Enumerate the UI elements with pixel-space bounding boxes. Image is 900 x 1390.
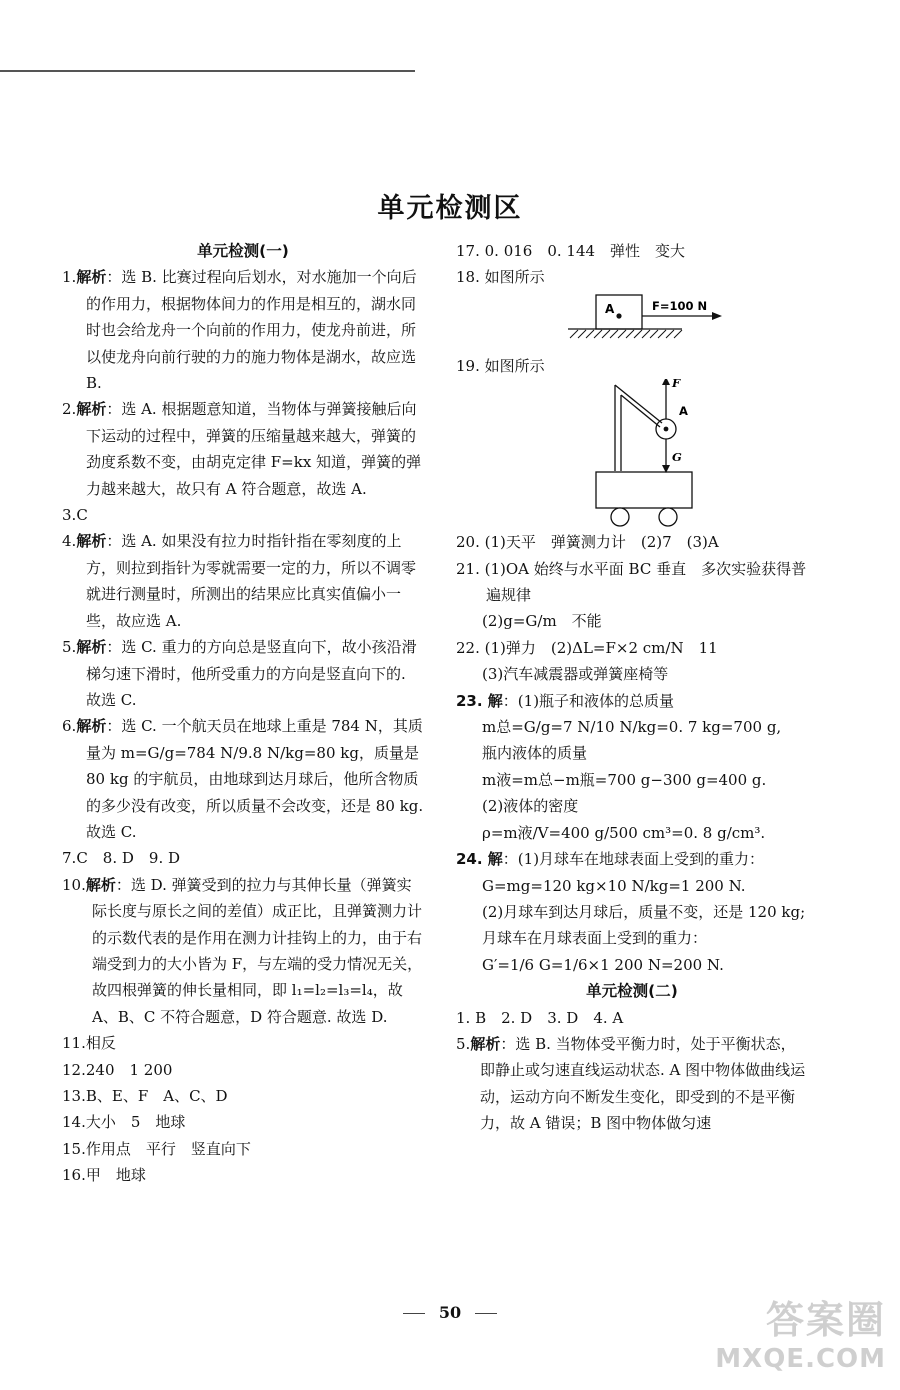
answer-item: 6.解析：选 C. 一个航天员在地球上重是 784 N，其质量为 m=G/g=784 N/9.8 N/kg=80 kg，质量是 80 kg 的宇航员，由地球到达月球后，他所含物质的多少没有改变，所以质量不会改变，还是 80 kg. 故选 C. bbox=[62, 717, 424, 841]
force-f-label: F bbox=[672, 379, 681, 391]
figure-19 bbox=[456, 379, 808, 529]
right-column bbox=[456, 238, 808, 1137]
answer-21-part2: (2)g=G/m 不能 bbox=[482, 612, 602, 631]
section-title-2: 单元检测(二) bbox=[586, 982, 678, 1001]
answer-22-part3: (3)汽车减震器或弹簧座椅等 bbox=[482, 665, 669, 684]
answer-23-line: (2)液体的密度 bbox=[482, 797, 579, 816]
answer-17: 17. 0. 016 0. 144 弹性 变大 bbox=[456, 242, 686, 260]
answer-item: 3.C bbox=[62, 506, 88, 525]
answer-24-line: G=mg=120 kg×10 N/kg=1 200 N. bbox=[482, 876, 746, 895]
answer-item: 16.甲 地球 bbox=[62, 1166, 146, 1185]
answer-23: 23. 解：(1)瓶子和液体的总质量 bbox=[456, 691, 675, 710]
answer-24: 24. 解：(1)月球车在地球表面上受到的重力： bbox=[456, 850, 765, 869]
answer-18: 18. 如图所示 bbox=[456, 268, 545, 287]
section-title-1: 单元检测(一) bbox=[197, 242, 289, 260]
page-number: 50 bbox=[0, 1303, 900, 1322]
watermark-logo: 答案圈 bbox=[765, 1298, 886, 1342]
answer-24-line: 月球车在月球表面上受到的重力： bbox=[482, 929, 708, 948]
answer-item: 4.解析：选 A. 如果没有拉力时指针指在零刻度的上方，则拉到指针为零就需要一定的力，所以不调零就进行测量时，所测出的结果应比真实值偏小一些，故应选 A. bbox=[62, 532, 417, 630]
ball-a-label: A bbox=[679, 404, 688, 419]
answer-22: 22. (1)弹力 (2)ΔL=F×2 cm/N 11 bbox=[456, 638, 718, 657]
watermark bbox=[715, 1289, 886, 1374]
answer-item: 15.作用点 平行 竖直向下 bbox=[62, 1139, 251, 1158]
answer-19: 19. 如图所示 bbox=[456, 356, 545, 375]
figure-18 bbox=[456, 291, 808, 353]
answer-item: 12.240 1 200 bbox=[62, 1060, 173, 1079]
answer-s2-1: 1. B 2. D 3. D 4. A bbox=[456, 1008, 624, 1027]
answer-item: 1.解析：选 B. 比赛过程向后划水，对水施加一个向后的作用力，根据物体间力的作用是相互的，湖水同时也会给龙舟一个向前的作用力，使龙舟前进，所以使龙舟向前行驶的力的施力物体是湖水，故应选 B. bbox=[62, 268, 417, 393]
answer-20: 20. (1)天平 弹簧测力计 (2)7 (3)A bbox=[456, 533, 719, 552]
answer-21: 21. (1)OA 始终与水平面 BC 垂直 多次实验获得普遍规律 bbox=[456, 559, 807, 605]
box-force-diagram bbox=[456, 291, 808, 353]
box-label: A bbox=[605, 301, 615, 316]
answer-item: 11.相反 bbox=[62, 1034, 116, 1053]
top-rule bbox=[0, 70, 415, 72]
page-title: 单元检测区 bbox=[377, 193, 523, 224]
answer-item: 10.解析：选 D. 弹簧受到的拉力与其伸长量（弹簧实际长度与原长之间的差值）成正比，且弹簧测力计的示数代表的是作用在测力计挂钩上的力，由于右端受到力的大小皆为 F，与左端的受力情况无关，故四根弹簧的伸长量相同，即 l₁=l₂=l₃=l₄，故 A、B、C 不符合题意，D 符合题意. 故选 D. bbox=[62, 875, 423, 1026]
cart-force-diagram bbox=[456, 379, 808, 529]
answer-23-line: m总=G/g=7 N/10 N/kg=0. 7 kg=700 g, bbox=[482, 718, 782, 737]
answer-24-line: G′=1/6 G=1/6×1 200 N=200 N. bbox=[482, 955, 724, 974]
answer-item: 2.解析：选 A. 根据题意知道，当物体与弹簧接触后向下运动的过程中，弹簧的压缩量越来越大，弹簧的劲度系数不变，由胡克定律 F=kx 知道，弹簧的弹力越来越大，故只有 A 符合题意，故选 A. bbox=[62, 400, 422, 498]
left-column bbox=[62, 238, 424, 1189]
answer-24-line: (2)月球车到达月球后，质量不变，还是 120 kg; bbox=[482, 902, 806, 921]
gravity-g-label: G bbox=[672, 450, 682, 465]
answer-23-line: ρ=m液/V=400 g/500 cm³=0. 8 g/cm³. bbox=[482, 823, 766, 842]
answer-item: 7.C 8. D 9. D bbox=[62, 849, 181, 868]
answer-23-line: 瓶内液体的质量 bbox=[482, 744, 588, 763]
answer-item: 5.解析：选 C. 重力的方向总是竖直向下，故小孩沿滑梯匀速下滑时，他所受重力的方向是竖直向下的. 故选 C. bbox=[62, 638, 417, 709]
force-label: F=100 N bbox=[652, 298, 708, 313]
answer-item: 13.B、E、F A、C、D bbox=[62, 1087, 228, 1105]
watermark-url: MXQE.COM bbox=[715, 1344, 886, 1374]
answer-item: 14.大小 5 地球 bbox=[62, 1113, 186, 1132]
answer-s2-5: 5.解析：选 B. 当物体受平衡力时，处于平衡状态，即静止或匀速直线运动状态. A 图中物体做曲线运动，运动方向不断发生变化，即受到的不是平衡力，故 A 错误；B 图中物体做匀速 bbox=[456, 1034, 806, 1133]
answer-23-line: m液=m总−m瓶=700 g−300 g=400 g. bbox=[482, 770, 767, 789]
